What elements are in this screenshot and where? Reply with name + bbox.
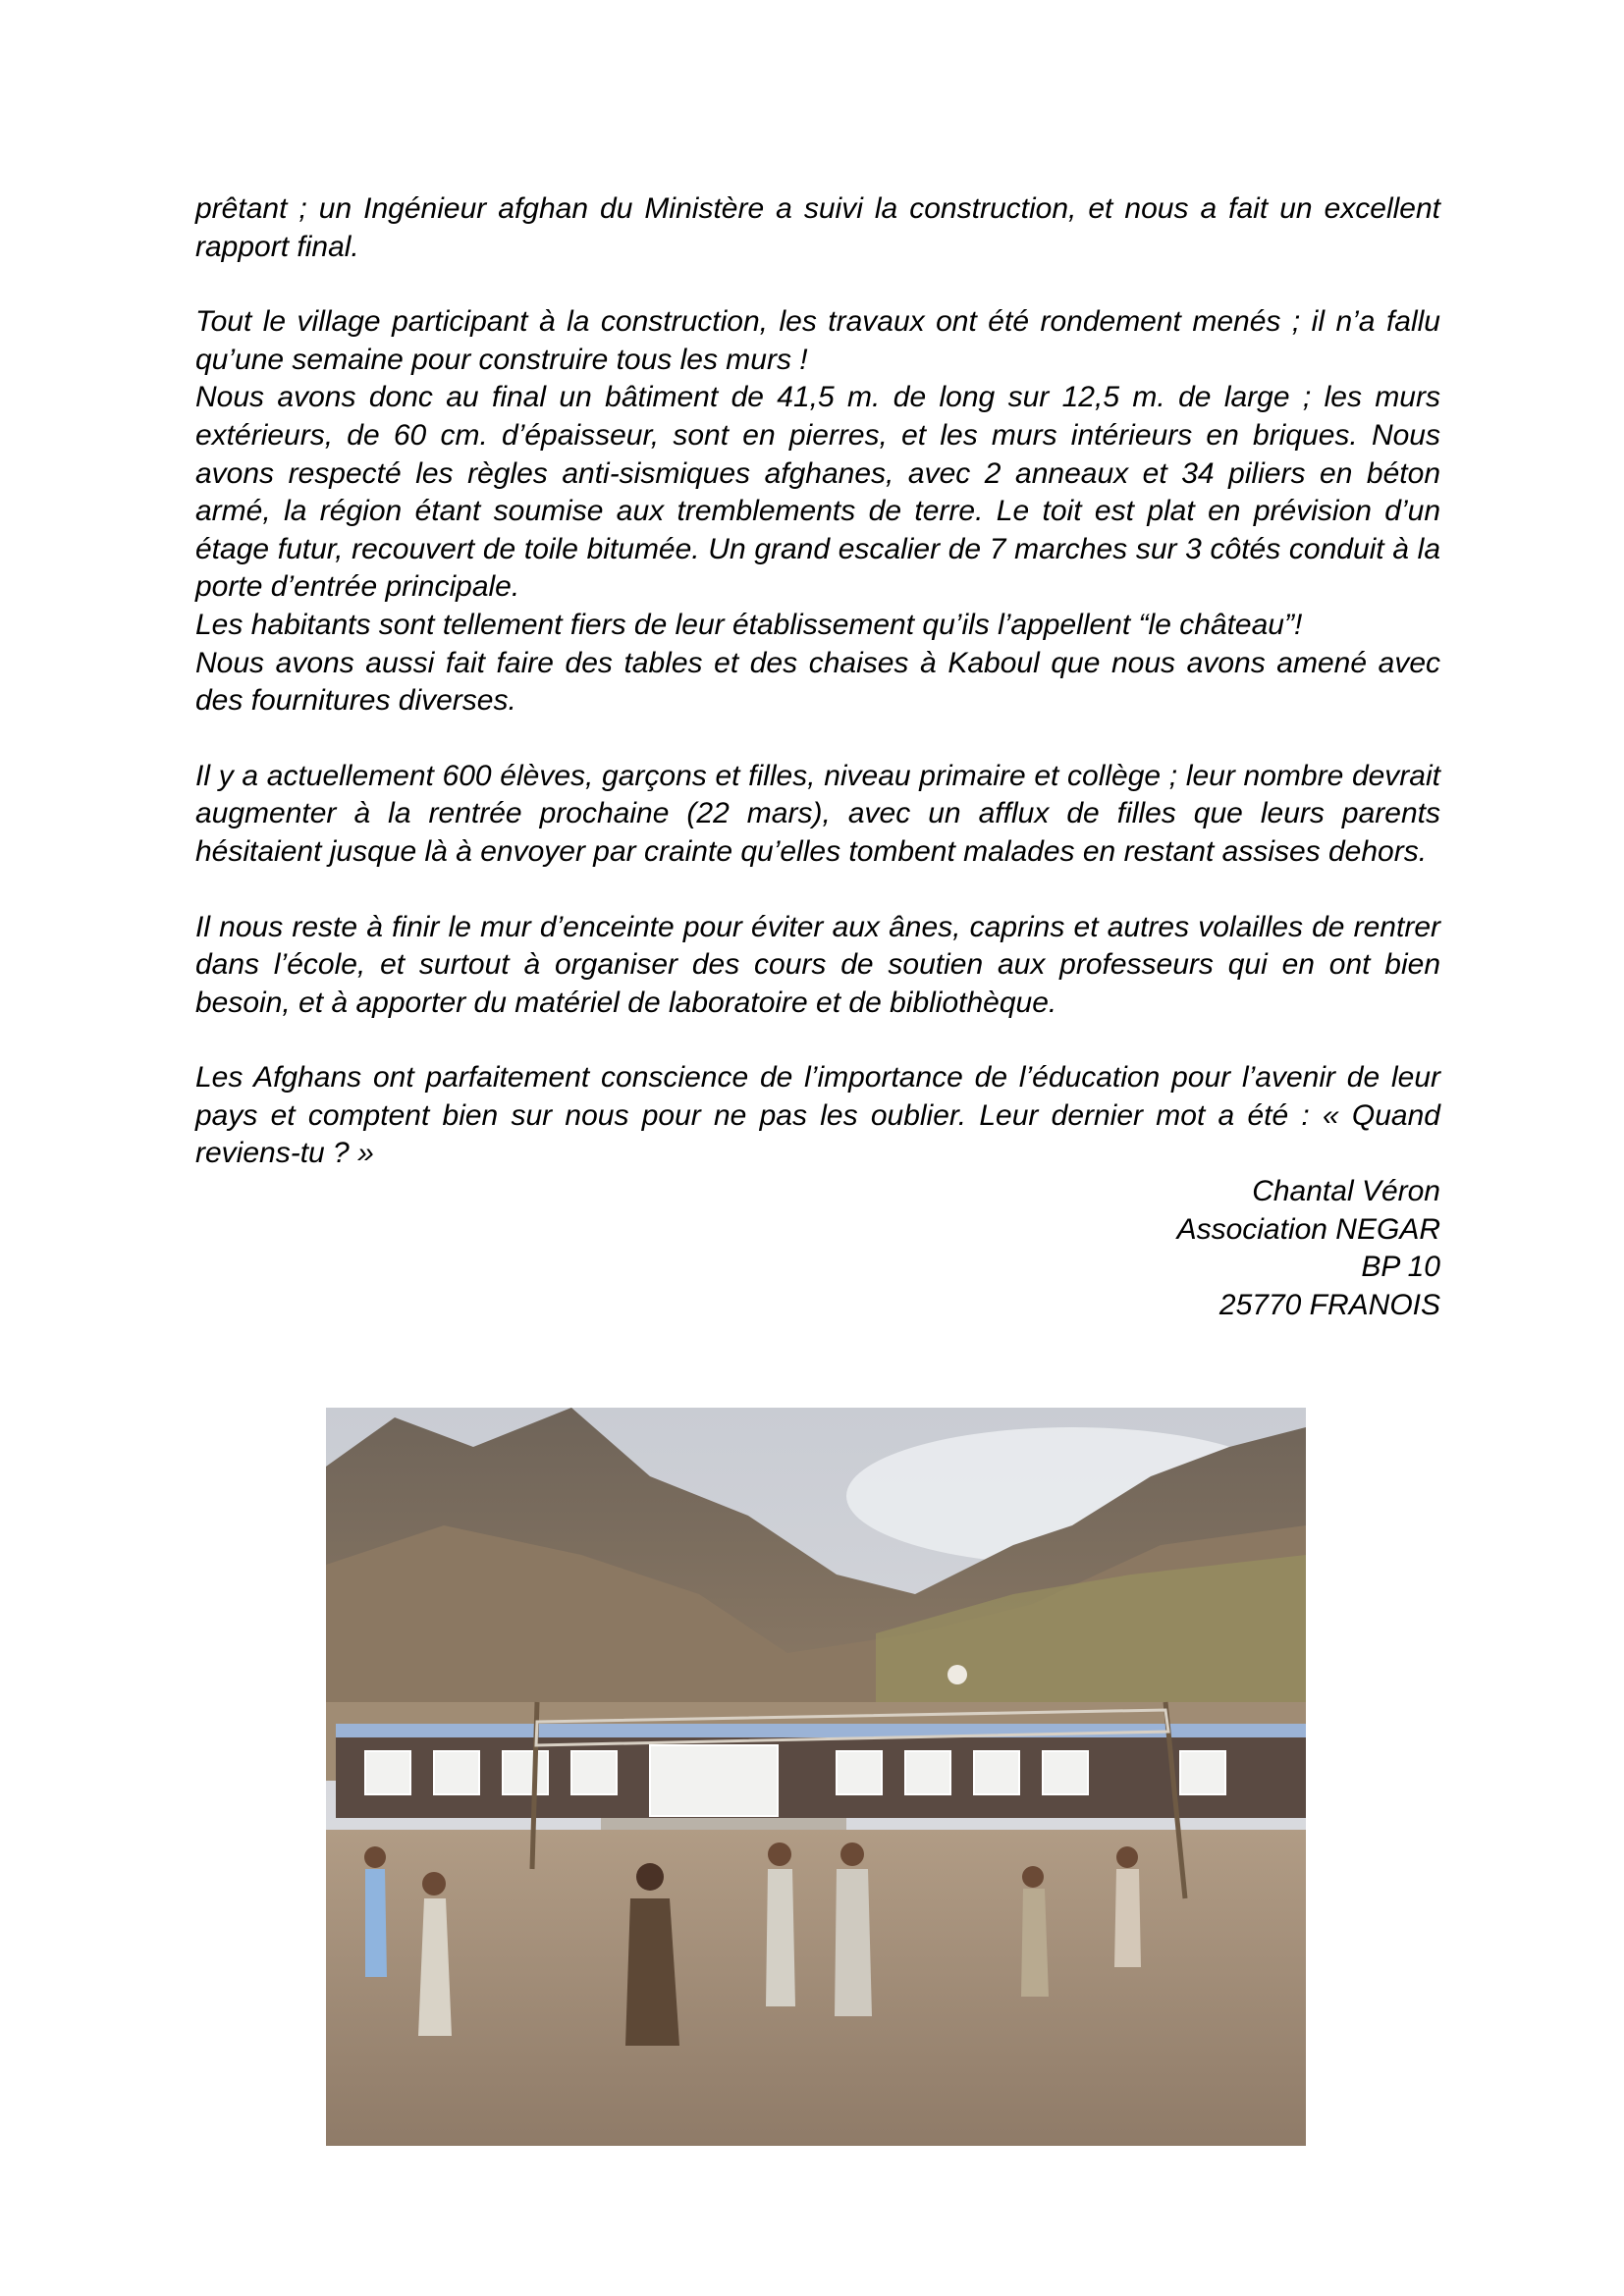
school-wall <box>336 1737 1306 1818</box>
signature-block <box>195 1173 1440 1324</box>
paragraph-spacer <box>195 872 1440 909</box>
paragraph-building-description: Nous avons donc au final un bâtiment de 41,5 m. de long sur 12,5 m. de large ; les murs extérieurs, de 60 cm. d’épaisseur, sont en pierres, et les murs intérieurs en briques. Nous avons respecté les règles anti-sismiques afghanes, avec 2 anneaux et 34 piliers en béton armé, la région étant soumise aux tremblements de terre. Le toit est plat en prévision d’un étage futur, recouvert de toile bitumée. Un grand escalier de 7 marches sur 3 côtés conduit à la porte d’entrée principale. <box>195 381 1440 604</box>
signature-name: Chantal Véron <box>1252 1175 1440 1208</box>
signature-postbox: BP 10 <box>1361 1251 1440 1284</box>
school-photo-illustration <box>326 1408 1306 2146</box>
school-photo <box>326 1408 1306 2146</box>
paragraph-spacer <box>195 721 1440 758</box>
paragraph-spacer <box>195 1022 1440 1059</box>
paragraph-le-chateau: Les habitants sont tellement fiers de leur établissement qu’ils l’appellent “le château”! <box>195 608 1303 641</box>
article-body <box>195 190 1440 1324</box>
paragraph-construction-report: prêtant ; un Ingénieur afghan du Ministère a suivi la construction, et nous a fait un excellent rapport final. <box>195 192 1440 263</box>
paragraph-spacer <box>195 266 1440 303</box>
signature-organization: Association NEGAR <box>1176 1212 1440 1246</box>
paragraph-students: Il y a actuellement 600 élèves, garçons et filles, niveau primaire et collège ; leur nombre devrait augmenter à la rentrée prochaine (22 mars), avec un afflux de filles que leurs parents hésitaient jusque là à envoyer par crainte qu’elles tombent malades en restant assises dehors. <box>195 759 1440 868</box>
schoolyard <box>326 1830 1306 2146</box>
volleyball <box>947 1665 967 1684</box>
paragraph-village-participation: Tout le village participant à la construction, les travaux ont été rondement menés ; il n’a fallu qu’une semaine pour construire tous les murs ! <box>195 305 1440 376</box>
paragraph-closing: Les Afghans ont parfaitement conscience de l’importance de l’éducation pour l’avenir de leur pays et comptent bien sur nous pour ne pas les oublier. Leur dernier mot a été : « Quand reviens-tu ? » <box>195 1061 1440 1170</box>
paragraph-remaining-work: Il nous reste à finir le mur d’enceinte pour éviter aux ânes, caprins et autres volailles de rentrer dans l’école, et surtout à organiser des cours de soutien aux professeurs qui en ont bien besoin, et à apporter du matériel de laboratoire et de bibliothèque. <box>195 910 1440 1019</box>
signature-city: 25770 FRANOIS <box>1218 1288 1440 1321</box>
paragraph-furniture: Nous avons aussi fait faire des tables et des chaises à Kaboul que nous avons amené avec des fournitures diverses. <box>195 646 1440 718</box>
